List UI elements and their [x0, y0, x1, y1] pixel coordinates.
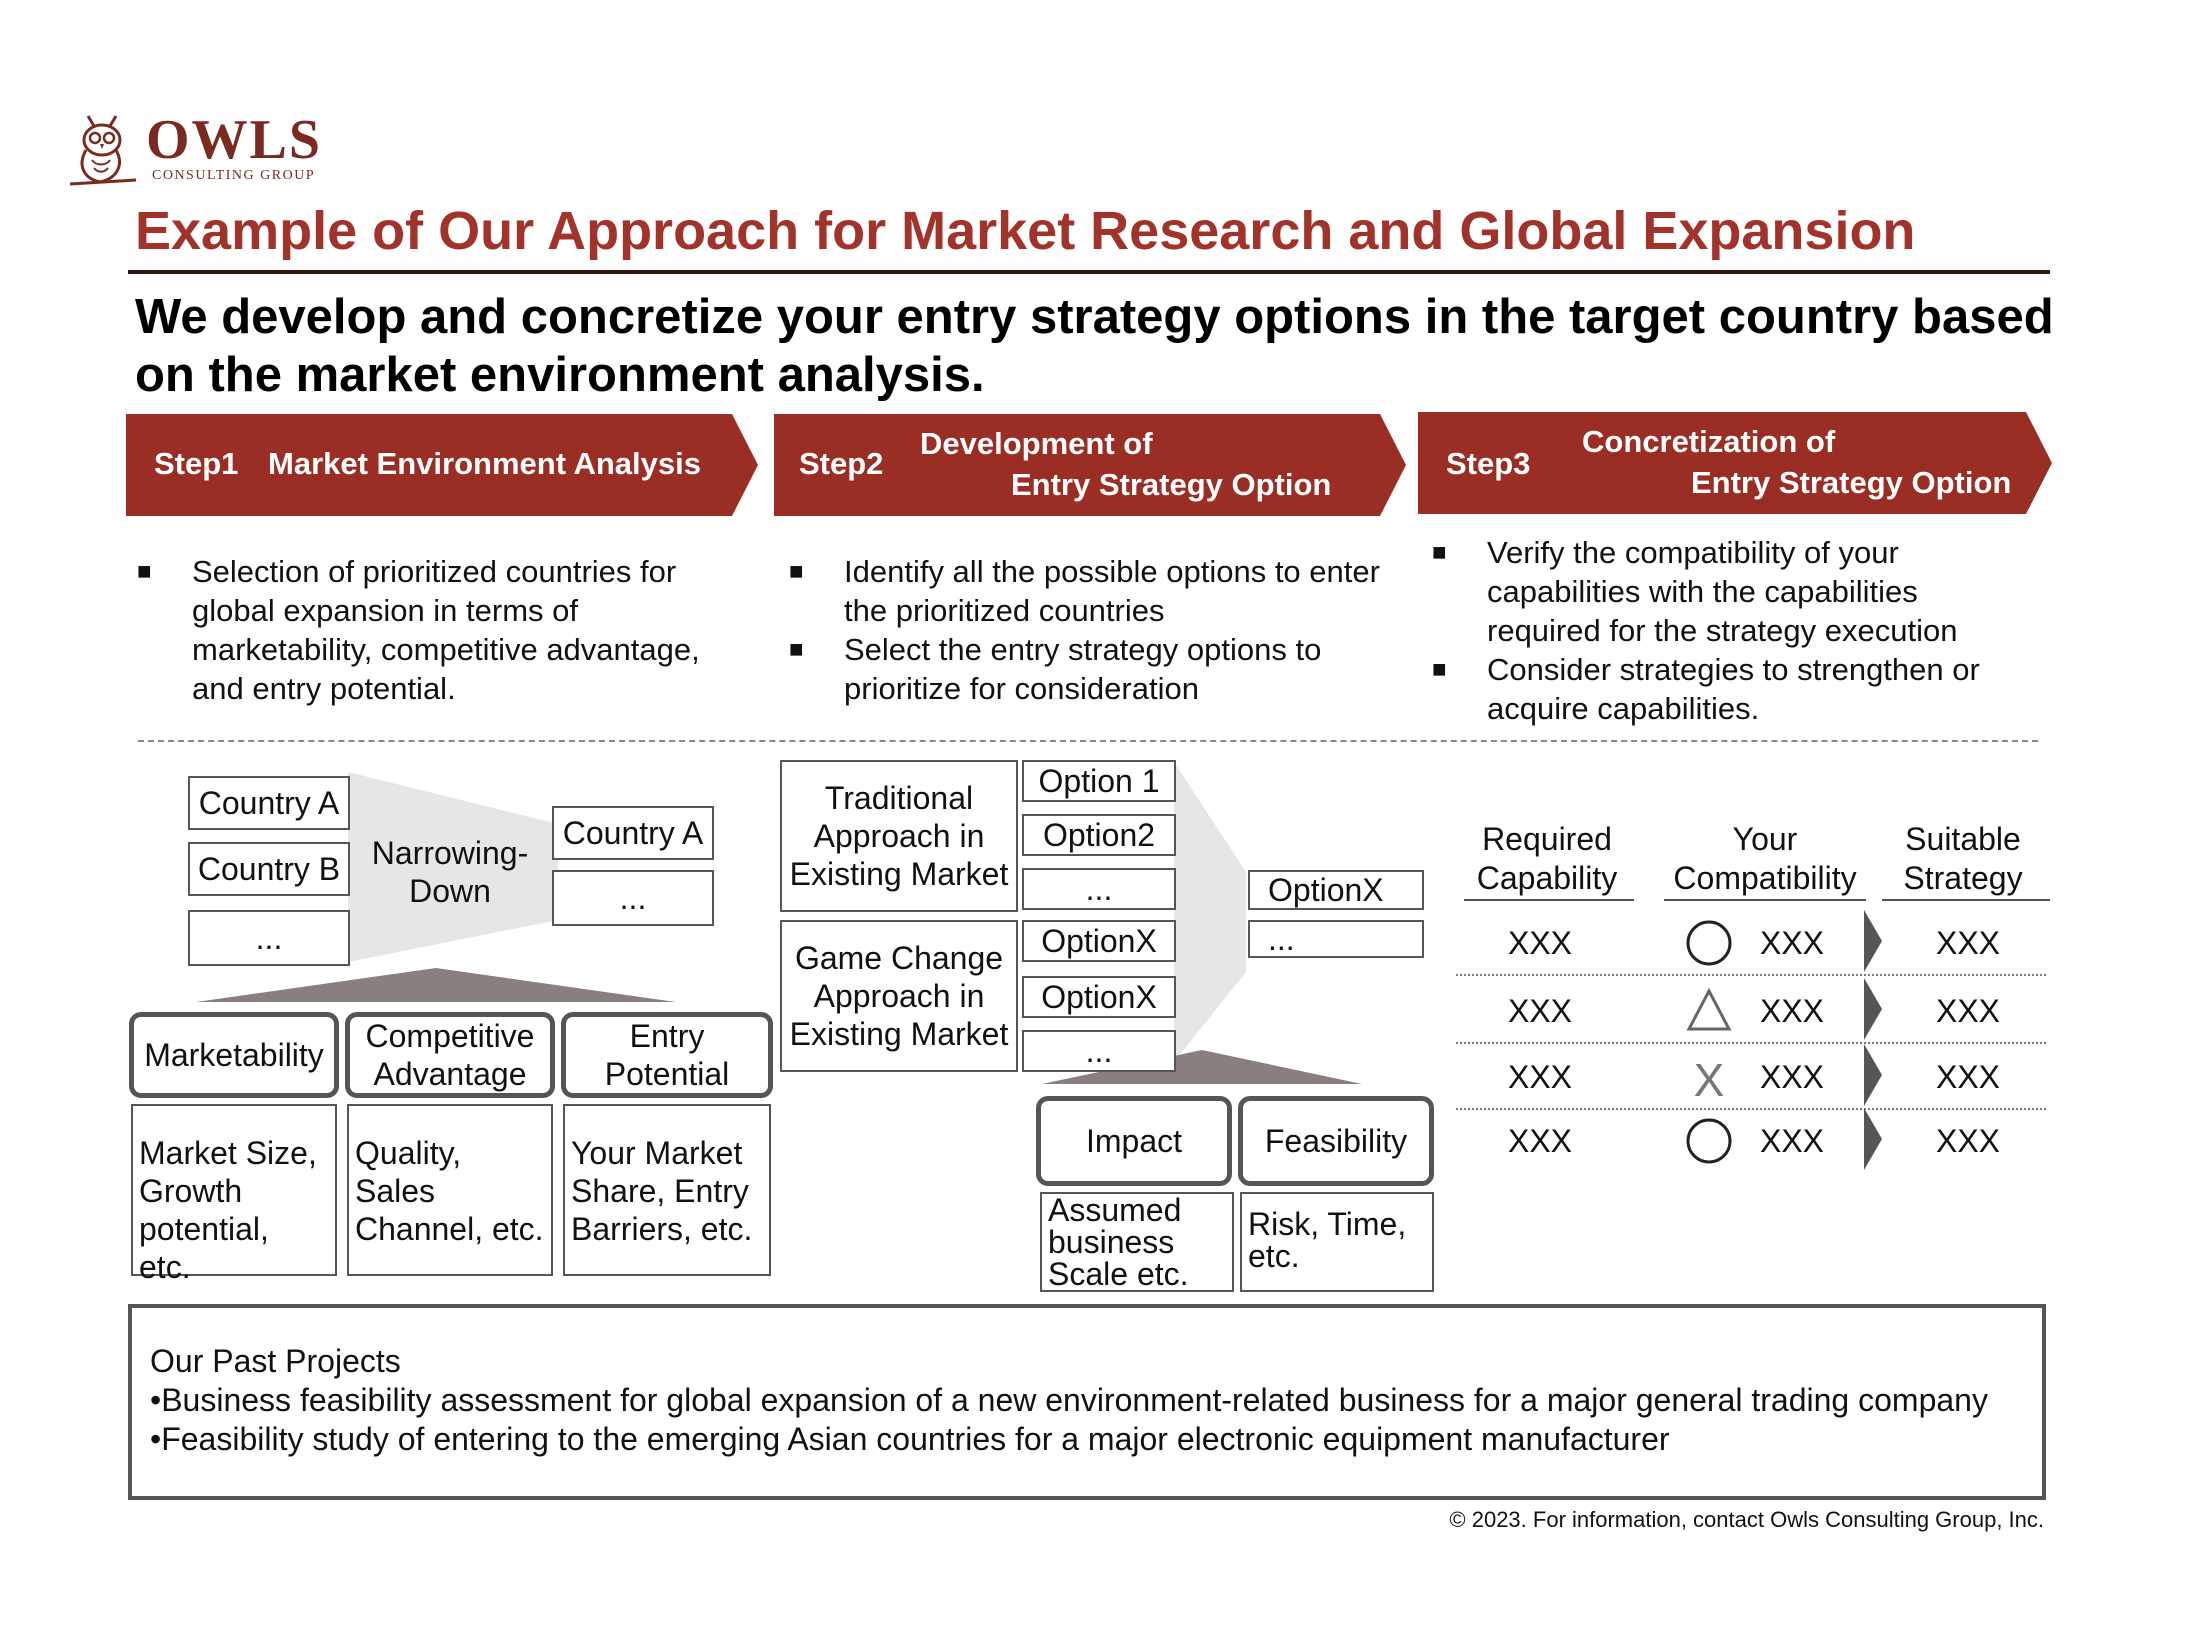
bullet-text: Select the entry strategy options to prioritize for consideration — [844, 632, 1322, 706]
logo-subtitle: CONSULTING GROUP — [152, 168, 316, 183]
bullet-marker-icon: ■ — [1432, 656, 1447, 683]
bullet-marker-icon: ■ — [789, 636, 804, 663]
criteria-impact: Impact — [1036, 1096, 1232, 1186]
chevron-right-icon — [1864, 978, 1884, 1040]
col-header-required: Required Capability — [1476, 821, 1618, 896]
past-project-item: •Business feasibility assessment for global expansion of a new environment-related business for a major general trading company — [150, 1382, 1988, 1418]
step1-bullets — [137, 552, 737, 708]
option-box: OptionX — [1022, 976, 1176, 1018]
compatibility-cell: XXX — [1759, 993, 1825, 1029]
step1-number: Step1 — [154, 446, 239, 481]
step2-bullets — [789, 552, 1389, 708]
col-header-strategy: Suitable Strategy — [1903, 821, 2023, 896]
required-capability-cell: XXX — [1507, 1059, 1573, 1095]
bullet-text: Consider strategies to strengthen or acquire capabilities. — [1487, 652, 1980, 726]
triangle-mark-icon — [1684, 986, 1734, 1036]
owl-logo-icon — [66, 106, 142, 188]
bullet-marker-icon: ■ — [137, 558, 152, 585]
col-header-rule — [1664, 899, 1866, 901]
step2-name-line1: Development of — [920, 426, 1153, 461]
circle-mark-icon — [1684, 918, 1734, 968]
selected-country-box: ... — [552, 870, 714, 926]
step1-name: Market Environment Analysis — [268, 446, 701, 481]
option-box: ... — [1022, 868, 1176, 910]
country-box: Country B — [188, 842, 350, 896]
support-wedge-icon — [196, 968, 676, 1004]
col-header-rule — [1882, 899, 2050, 901]
option-box: Option 1 — [1022, 760, 1176, 802]
option-funnel-shape — [1174, 762, 1246, 1062]
narrowing-down-label: Narrowing-Down — [371, 835, 529, 909]
approach-traditional: Traditional Approach in Existing Market — [780, 760, 1018, 912]
lead-statement: We develop and concretize your entry strategy options in the target country based on the market environment analysis. — [135, 290, 2054, 402]
past-project-item: •Feasibility study of entering to the emerging Asian countries for a major electronic equipment manufacturer — [150, 1421, 1670, 1457]
criteria-desc-competitive-advantage: Quality, Sales Channel, etc. — [347, 1104, 553, 1276]
col-header-rule — [1464, 899, 1634, 901]
suitable-strategy-cell: XXX — [1935, 993, 2001, 1029]
title-rule — [128, 270, 2050, 274]
past-projects-heading: Our Past Projects — [150, 1343, 401, 1379]
bullet-text: Verify the compatibility of your capabilities with the capabilities required for the strategy execution — [1487, 535, 1958, 648]
bullet-item — [789, 630, 1389, 708]
compatibility-cell: XXX — [1759, 925, 1825, 961]
step3-name-line1: Concretization of — [1582, 424, 1836, 459]
chevron-right-icon — [1864, 1044, 1884, 1106]
section-divider — [138, 740, 2038, 742]
row-divider — [1456, 974, 2046, 976]
suitable-strategy-cell: XXX — [1935, 1123, 2001, 1159]
step1-banner — [126, 414, 758, 516]
criteria-desc-impact: Assumed business Scale etc. — [1040, 1192, 1234, 1292]
step2-number: Step2 — [799, 446, 884, 481]
step3-banner — [1418, 412, 2052, 514]
criteria-entry-potential: Entry Potential — [561, 1012, 773, 1098]
step2-banner — [774, 414, 1406, 516]
copyright-notice: © 2023. For information, contact Owls Consulting Group, Inc. — [1449, 1507, 2044, 1532]
cross-mark-icon — [1684, 1052, 1734, 1102]
svg-text:X: X — [1693, 1054, 1725, 1102]
country-box: Country A — [188, 776, 350, 830]
suitable-strategy-cell: XXX — [1935, 1059, 2001, 1095]
compatibility-cell: XXX — [1759, 1123, 1825, 1159]
criteria-desc-marketability: Market Size, Growth potential, etc. — [131, 1104, 337, 1276]
criteria-desc-entry-potential: Your Market Share, Entry Barriers, etc. — [563, 1104, 771, 1276]
chevron-right-icon — [1864, 910, 1884, 972]
step2-name-line2: Entry Strategy Option — [1011, 467, 1332, 502]
chevron-right-icon — [1864, 1108, 1884, 1170]
required-capability-cell: XXX — [1507, 993, 1573, 1029]
logo-name: OWLS — [146, 109, 323, 171]
selected-country-box: Country A — [552, 806, 714, 860]
criteria-desc-feasibility: Risk, Time, etc. — [1240, 1192, 1434, 1292]
required-capability-cell: XXX — [1507, 925, 1573, 961]
step3-number: Step3 — [1446, 446, 1531, 481]
bullet-item — [137, 552, 737, 708]
step3-bullets — [1432, 533, 2032, 728]
criteria-marketability: Marketability — [129, 1012, 339, 1098]
row-divider — [1456, 1042, 2046, 1044]
bullet-marker-icon: ■ — [1432, 539, 1447, 566]
bullet-marker-icon: ■ — [789, 558, 804, 585]
suitable-strategy-cell: XXX — [1935, 925, 2001, 961]
bullet-item — [1432, 533, 2032, 650]
bullet-text: Selection of prioritized countries for global expansion in terms of marketability, competitive advantage, and entry potential. — [192, 554, 700, 706]
compatibility-cell: XXX — [1759, 1059, 1825, 1095]
option-box: OptionX — [1022, 920, 1176, 962]
bullet-item — [1432, 650, 2032, 728]
criteria-feasibility: Feasibility — [1238, 1096, 1434, 1186]
page-title: Example of Our Approach for Market Research and Global Expansion — [135, 201, 1916, 261]
step3-name-line2: Entry Strategy Option — [1691, 465, 2012, 500]
country-box: ... — [188, 910, 350, 966]
option-box: ... — [1022, 1030, 1176, 1072]
past-projects-box — [128, 1304, 2046, 1500]
col-header-compatibility: Your Compatibility — [1673, 821, 1857, 896]
criteria-competitive-advantage: Competitive Advantage — [345, 1012, 555, 1098]
approach-game-change: Game Change Approach in Existing Market — [780, 920, 1018, 1072]
bullet-item — [789, 552, 1389, 630]
required-capability-cell: XXX — [1507, 1123, 1573, 1159]
selected-option-box: ... — [1248, 920, 1424, 958]
bullet-text: Identify all the possible options to enter the prioritized countries — [844, 554, 1380, 628]
selected-option-box: OptionX — [1248, 870, 1424, 910]
row-divider — [1456, 1108, 2046, 1110]
circle-mark-icon — [1684, 1116, 1734, 1166]
option-box: Option2 — [1022, 814, 1176, 856]
